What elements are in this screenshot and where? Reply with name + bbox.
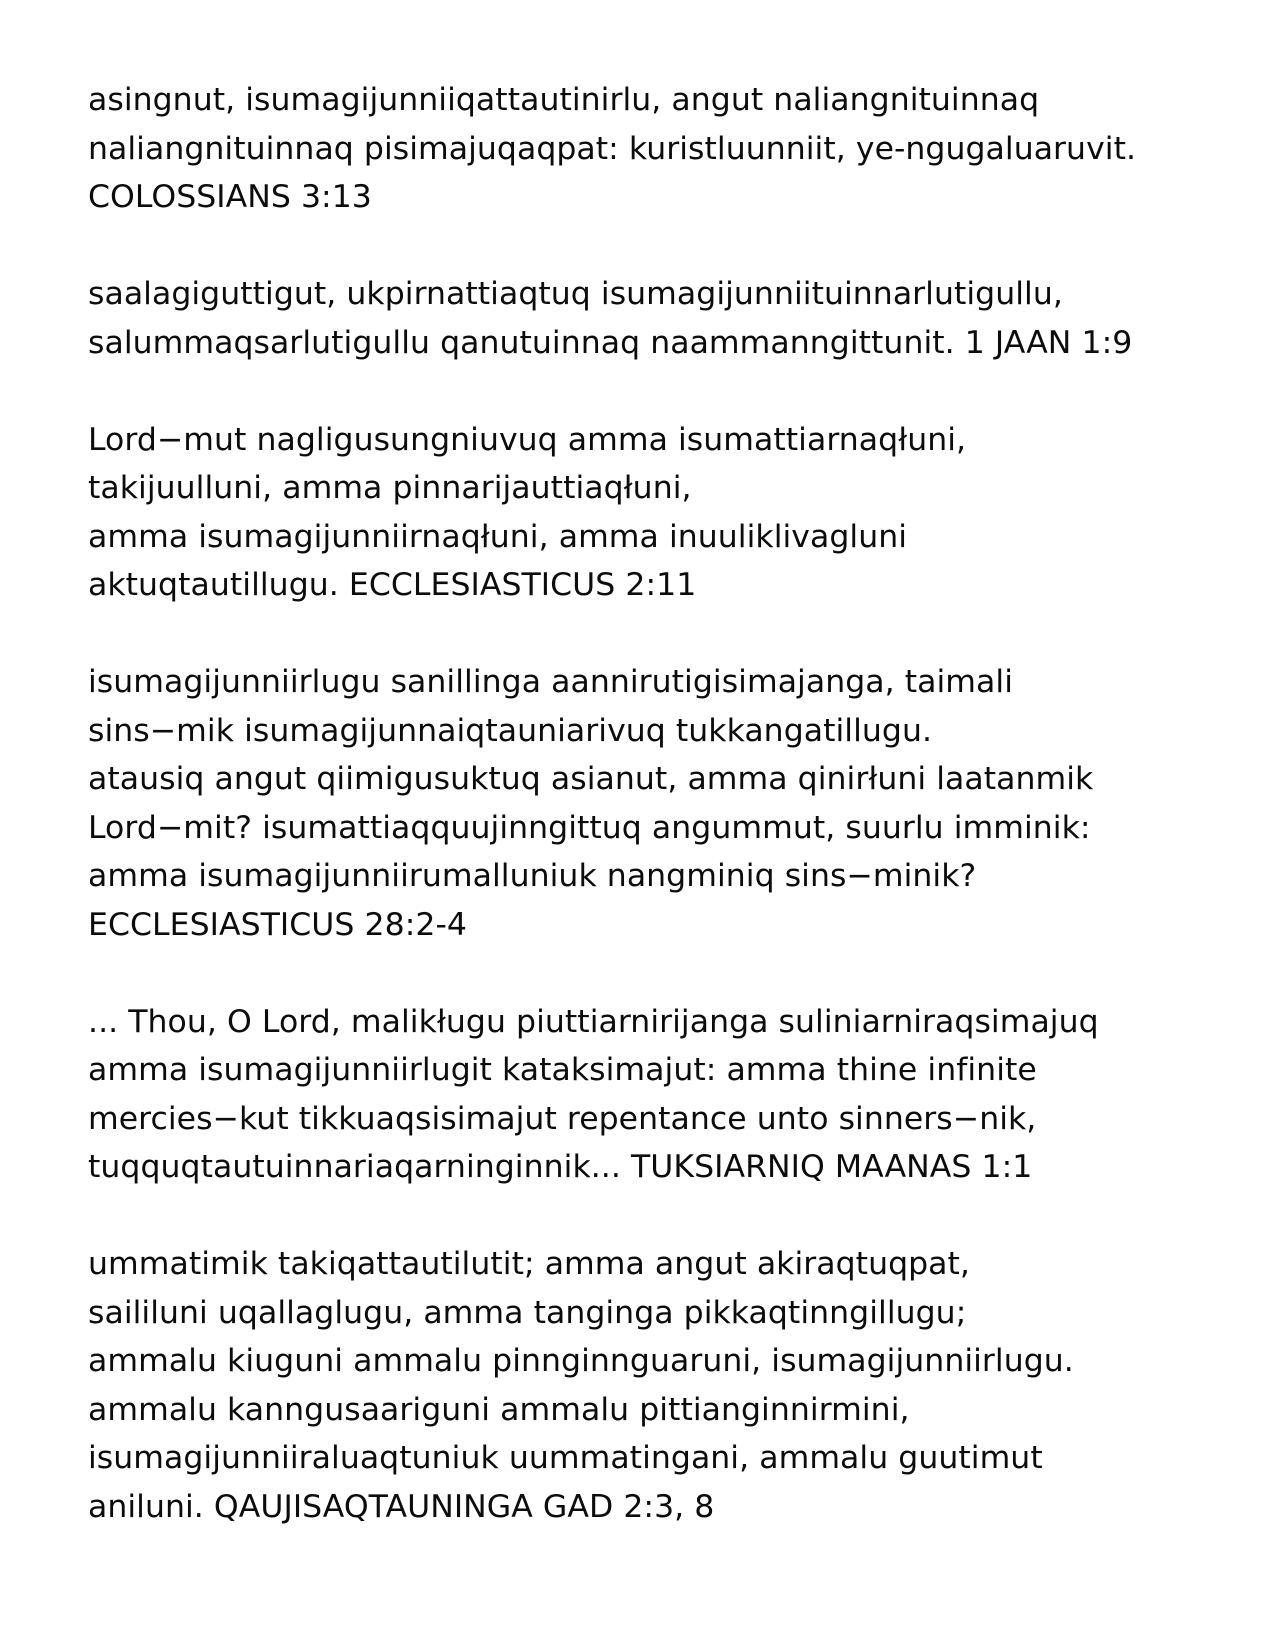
text-line: amma isumagijunniirnaqłuni, amma inuuliklivagluni [88, 518, 908, 555]
scripture-text [88, 76, 1248, 1580]
text-line: isumagijunniiraluaqtuniuk uummatingani, ammalu guutimut [88, 1440, 1043, 1476]
text-line: saililuni uqallaglugu, amma tanginga pikkaqtinngillugu; [88, 1294, 967, 1331]
text-line: ammalu kiuguni ammalu pinnginnguaruni, isumagijunniirlugu. [88, 1343, 1074, 1379]
passage-tuksiarniq-maanas [88, 998, 1248, 1192]
passage-qaujisaqtauninga-gad [88, 1240, 1248, 1531]
text-line: asingnut, isumagijunniiqattautinirlu, angut naliangnituinnaq [88, 82, 1040, 118]
text-line: saalagiguttigut, ukpirnattiaqtuq isumagijunniituinnarlutigullu, [88, 276, 1063, 312]
passage-ecclesiasticus-28 [88, 658, 1248, 949]
text-line: amma isumagijunniirumalluniuk nangminiq sins−minik? [88, 858, 977, 894]
reference-line: ECCLESIASTICUS 28:2-4 [88, 906, 467, 943]
passage-colossians [88, 76, 1248, 222]
text-line: aniluni. QAUJISAQTAUNINGA GAD 2:3, 8 [88, 1488, 715, 1525]
text-line: ummatimik takiqattautilutit; amma angut akiraqtuqpat, [88, 1246, 970, 1282]
text-line: sins−mik isumagijunnaiqtauniarivuq tukkangatillugu. [88, 712, 933, 749]
passage-1-jaan [88, 270, 1248, 367]
text-line: Lord−mit? isumattiaqquujinngittuq angummut, suurlu imminik: [88, 809, 1091, 846]
passage-ecclesiasticus-2 [88, 416, 1248, 610]
text-line: amma isumagijunniirlugit kataksimajut: amma thine infinite [88, 1052, 1037, 1088]
text-line: ... Thou, O Lord, malikługu piuttiarnirijanga suliniarniraqsimajuq [88, 1003, 1099, 1040]
reference-line: COLOSSIANS 3:13 [88, 179, 372, 215]
text-line: isumagijunniirlugu sanillinga aannirutigisimajanga, taimali [88, 664, 1014, 700]
text-line: salummaqsarlutigullu qanutuinnaq naammanngittunit. 1 JAAN 1:9 [88, 324, 1133, 361]
text-line: takijuulluni, amma pinnarijauttiaqłuni, [88, 470, 692, 506]
text-line: Lord−mut nagligusungniuvuq amma isumattiarnaqłuni, [88, 421, 967, 458]
text-line: ammalu kanngusaariguni ammalu pittianginnirmini, [88, 1391, 910, 1428]
text-line: mercies−kut tikkuaqsisimajut repentance unto sinners−nik, [88, 1100, 1037, 1137]
text-line: tuqquqtautuinnariaqarninginnik... TUKSIARNIQ MAANAS 1:1 [88, 1149, 1033, 1185]
text-line: naliangnituinnaq pisimajuqaqpat: kuristluunniit, ye-ngugaluaruvit. [88, 130, 1137, 167]
text-line: aktuqtautillugu. ECCLESIASTICUS 2:11 [88, 567, 697, 603]
text-line: atausiq angut qiimigusuktuq asianut, amma qinirłuni laatanmik [88, 761, 1094, 797]
